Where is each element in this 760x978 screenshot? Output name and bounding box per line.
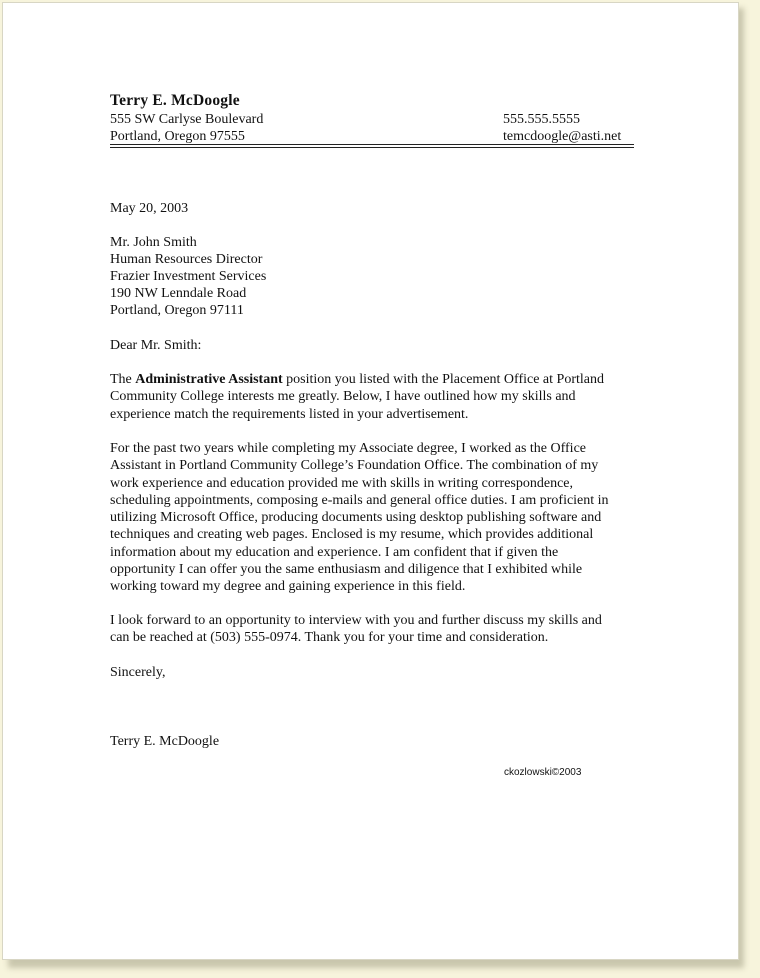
paragraph-2-line: utilizing Microsoft Office, producing documents using desktop publishing software and xyxy=(110,510,602,526)
letter-page xyxy=(2,2,739,960)
sender-email: temcdoogle@asti.net xyxy=(503,129,622,144)
paragraph-1-line xyxy=(110,371,638,388)
recipient-city: Portland, Oregon 97111 xyxy=(110,303,244,318)
sender-street: 555 SW Carlyse Boulevard xyxy=(110,112,264,127)
copyright-notice: ckozlowski©2003 xyxy=(504,767,582,778)
paragraph-2-line: information about my education and experience. I am confident that if given the xyxy=(110,544,559,560)
salutation: Dear Mr. Smith: xyxy=(110,338,202,353)
recipient-title: Human Resources Director xyxy=(110,252,263,267)
paragraph-1-rest: position you listed with the Placement Office at Portland xyxy=(282,372,604,387)
closing: Sincerely, xyxy=(110,665,166,680)
letterhead-rule-bottom xyxy=(110,147,634,148)
paragraph-2-line: Assistant in Portland Community College’s Foundation Office. The combination of my xyxy=(110,458,599,474)
paragraph-3-line: can be reached at (503) 555-0974. Thank you for your time and consideration. xyxy=(110,630,549,646)
paragraph-3-line: I look forward to an opportunity to interview with you and further discuss my skills and xyxy=(110,613,602,628)
signature-name: Terry E. McDoogle xyxy=(110,734,220,749)
letter-date: May 20, 2003 xyxy=(110,201,189,216)
paragraph-1-line: Community College interests me greatly. Below, I have outlined how my skills and xyxy=(110,389,576,405)
letterhead-rule-top xyxy=(110,144,634,145)
paragraph-2-line: scheduling appointments, composing e-mails and general office duties. I am proficient in xyxy=(110,492,609,508)
sender-name: Terry E. McDoogle xyxy=(110,92,240,109)
paragraph-2-line: techniques and creating web pages. Enclosed is my resume, which provides additional xyxy=(110,527,594,543)
recipient-name: Mr. John Smith xyxy=(110,235,197,250)
recipient-street: 190 NW Lenndale Road xyxy=(110,286,247,301)
recipient-company: Frazier Investment Services xyxy=(110,269,267,284)
paragraph-1-line: experience match the requirements listed in your advertisement. xyxy=(110,406,469,422)
paragraph-2-line: opportunity I can offer you the same enthusiasm and diligence that I exhibited while xyxy=(110,562,583,578)
paragraph-2 xyxy=(110,440,638,596)
paragraph-2-line: working toward my degree and gaining experience in this field. xyxy=(110,579,466,595)
paragraph-2-line: For the past two years while completing my Associate degree, I worked as the Office xyxy=(110,441,586,456)
sender-city: Portland, Oregon 97555 xyxy=(110,129,245,144)
paragraph-1-prefix: The xyxy=(110,372,136,387)
sender-phone: 555.555.5555 xyxy=(503,112,580,127)
paragraph-1 xyxy=(110,371,638,423)
job-title-emphasis: Administrative Assistant xyxy=(135,372,283,387)
paragraph-2-line: work experience and education provided me with skills in writing correspondence, xyxy=(110,475,574,491)
paragraph-3 xyxy=(110,612,638,647)
